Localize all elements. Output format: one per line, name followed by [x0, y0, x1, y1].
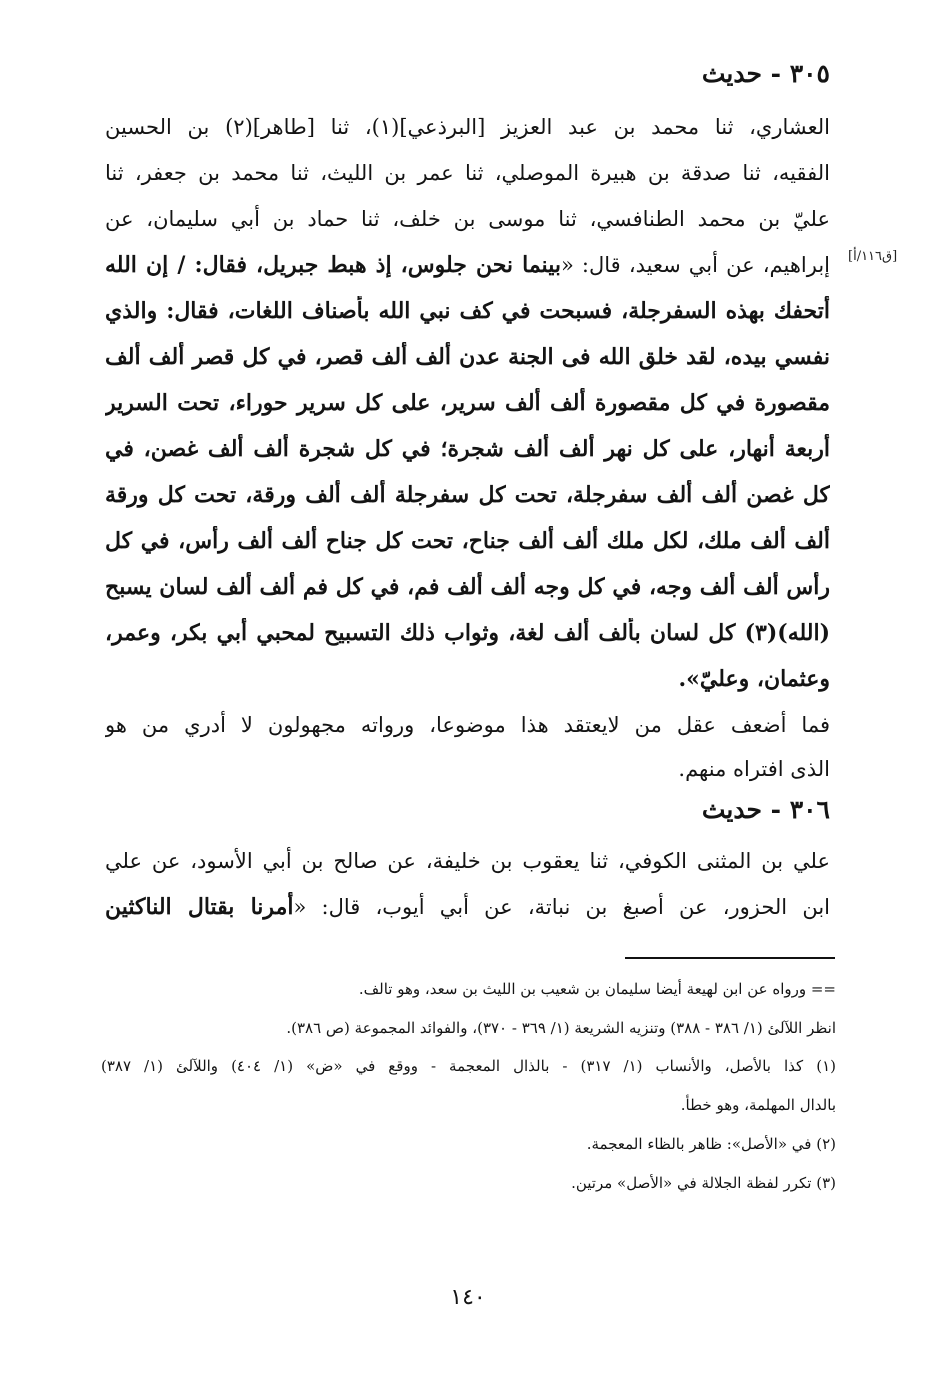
commentary-line-1: فما أضعف عقل من لايعتقد هذا موضوعا، ورواته مجهولون لا أدري من هو — [105, 713, 830, 737]
hadith-305-matn-line-7: رأس ألف ألف وجه، في كل وجه ألف ألف فم، في كل فم ألف ألف لسان يسبح — [105, 574, 830, 600]
footnote-continuation: == ورواه عن ابن لهيعة أيضا سليمان بن شعيب بن الليث بن سعد، وهو تالف. — [358, 980, 836, 998]
line-4-matn: بينما نحن جلوس، إذ هبط جبريل، فقال: / إن الله — [105, 252, 561, 278]
hadith-305-heading: ٣٠٥ - حديث — [701, 59, 830, 88]
page-number: ١٤٠ — [450, 1285, 486, 1310]
hadith-305-matn-line-2: نفسي بيده، لقد خلق الله فى الجنة عدن ألف ألف قصر، في كل قصر ألف ألف — [105, 344, 830, 370]
hadith-305-line-1: العشاري، ثنا محمد بن عبد العزيز [البرذعي](١)، ثنا [طاهر](٢) بن الحسين — [105, 115, 830, 139]
line-2-isnad: ابن الحزور، عن أصبغ بن نباتة، عن أبي أيوب، قال: « — [293, 895, 830, 919]
line-4-isnad: إبراهيم، عن أبي سعيد، قال: « — [560, 253, 830, 277]
hadith-305-line-3: عليّ بن محمد الطنافسي، ثنا موسى بن خلف، ثنا حماد بن أبي سليمان، عن — [105, 207, 830, 231]
footnote-2: (٢) في «الأصل»: ظاهر بالظاء المعجمة. — [586, 1135, 836, 1153]
footnote-3: (٣) تكرر لفظة الجلالة في «الأصل» مرتين. — [571, 1174, 836, 1192]
footnote-1-line-1: (١) كذا بالأصل، والأنساب (١/ ٣١٧) - بالذال المعجمة - ووقع في «ض» (١/ ٤٠٤) واللآلئ (١/ ٣٨٧) — [101, 1057, 836, 1075]
hadith-305-matn-line-5: كل غصن ألف ألف سفرجلة، تحت كل سفرجلة ألف ألف ورقة، تحت كل ورقة — [105, 482, 830, 508]
hadith-306-line-2 — [105, 892, 830, 922]
line-2-matn: أمرنا بقتال الناكثين — [105, 894, 294, 920]
hadith-305-matn-line-9: وعثمان، وعليّ». — [678, 666, 830, 692]
hadith-305-line-4 — [105, 250, 830, 280]
footnote-references: انظر اللآلئ (١/ ٣٨٦ - ٣٨٨) وتنزيه الشريعة (١/ ٣٦٩ - ٣٧٠)، والفوائد المجموعة (ص ٣٨٦). — [286, 1019, 836, 1037]
hadith-305-matn-line-4: أربعة أنهار، على كل نهر ألف ألف شجرة؛ في كل شجرة ألف ألف غصن، في — [105, 436, 830, 462]
hadith-306-heading: ٣٠٦ - حديث — [701, 795, 830, 824]
footnote-separator — [625, 957, 835, 959]
hadith-305-line-2: الفقيه، ثنا صدقة بن هبيرة الموصلي، ثنا عمر بن الليث، ثنا محمد بن جعفر، ثنا — [105, 161, 830, 185]
hadith-305-matn-line-3: مقصورة في كل مقصورة ألف ألف سرير، على كل سرير حوراء، تحت السرير — [105, 390, 830, 416]
commentary-line-2: الذى افتراه منهم. — [678, 757, 830, 781]
hadith-305-matn-line-1: أتحفك بهذه السفرجلة، فسبحت في كف نبي الله بأصناف اللغات، فقال: والذي — [105, 298, 830, 324]
hadith-305-matn-line-6: ألف ألف ملك، لكل ملك ألف ألف جناح، تحت كل جناح ألف ألف رأس، في كل — [105, 528, 830, 554]
hadith-305-matn-line-8: (الله)(٣) كل لسان بألف ألف لغة، وثواب ذلك التسبيح لمحبي أبي بكر، وعمر، — [105, 620, 830, 646]
footnote-1-line-2: بالدال المهلمة، وهو خطأ. — [680, 1096, 836, 1114]
hadith-306-line-1: علي بن المثنى الكوفي، ثنا يعقوب بن خليفة، عن صالح بن أبي الأسود، عن علي — [105, 849, 830, 873]
manuscript-folio-note: [ق١١٦/أ] — [848, 249, 898, 264]
